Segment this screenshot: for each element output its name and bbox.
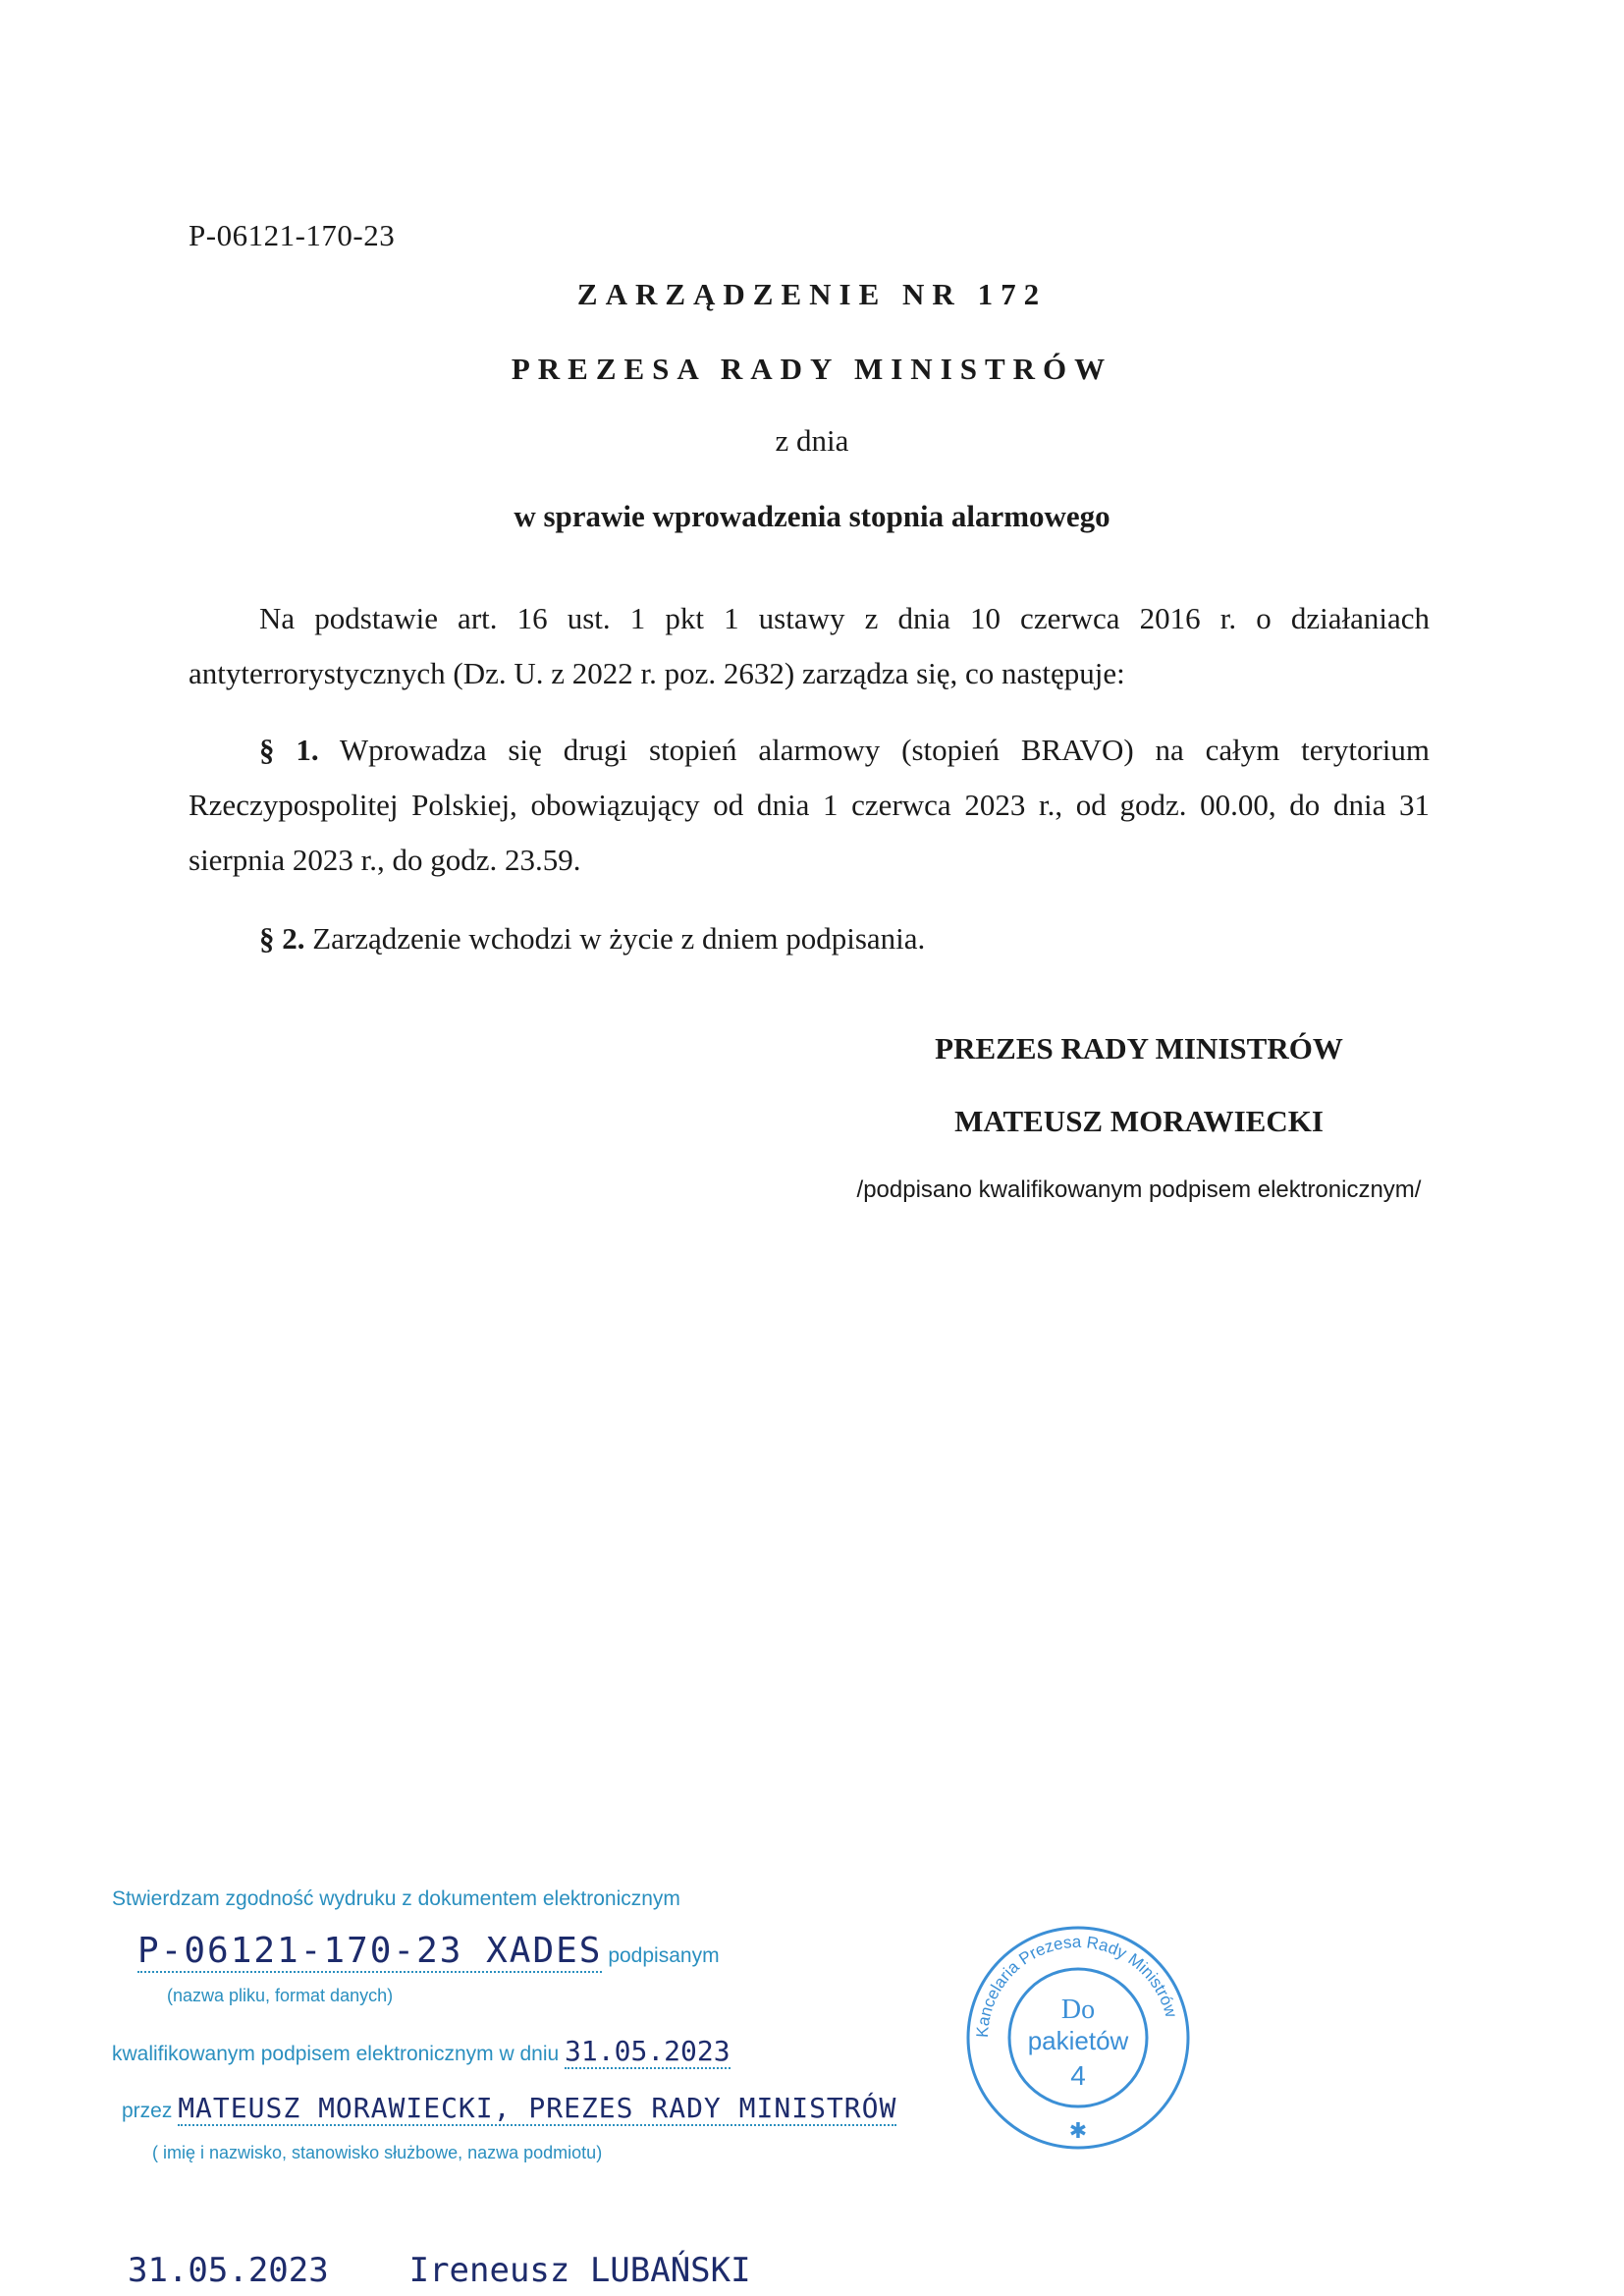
signatory-title: PREZES RADY MINISTRÓW <box>935 1031 1343 1066</box>
certification-line-3: (nazwa pliku, format danych) <box>167 1986 394 2005</box>
document-reference: P-06121-170-23 <box>189 218 396 252</box>
bottom-handwritten-date: 31.05.2023 <box>128 2251 329 2290</box>
certification-file-handwritten: P-06121-170-23 XADES <box>137 1931 603 1971</box>
stamp-center-line-1: Do <box>1060 1995 1096 2025</box>
stamp-center-number: 4 <box>1070 2060 1086 2091</box>
certification-line-4 <box>112 2035 731 2069</box>
star-icon: ✱ <box>1068 2119 1088 2144</box>
bottom-handwritten-name: Ireneusz LUBAŃSKI <box>408 2251 751 2290</box>
office-stamp <box>960 1920 1196 2156</box>
stamp-graphic <box>960 1920 1196 2156</box>
certification-line-4-prefix: kwalifikowanym podpisem elektronicznym w dniu <box>112 2043 560 2065</box>
date-line: z dnia <box>775 423 849 458</box>
bottom-handwritten-note <box>128 2251 751 2290</box>
document-subject: w sprawie wprowadzenia stopnia alarmowego <box>514 499 1110 533</box>
certification-line-1: Stwierdzam zgodność wydruku z dokumentem elektronicznym <box>112 1887 680 1910</box>
certification-line-5 <box>122 2092 896 2126</box>
document-title: ZARZĄDZENIE NR 172 <box>576 277 1048 311</box>
certification-line-2-suffix: podpisanym <box>608 1944 720 1967</box>
section-1-mark: § 1. <box>259 733 319 767</box>
stamp-center-line-2: pakietów <box>1027 2026 1129 2055</box>
certification-date-handwritten: 31.05.2023 <box>565 2035 731 2067</box>
certification-line-5-prefix: przez <box>122 2100 173 2122</box>
section-2 <box>189 911 1430 966</box>
section-2-text: Zarządzenie wchodzi w życie z dniem podpisania. <box>312 921 926 956</box>
certification-line-2 <box>137 1931 720 1973</box>
stamp-ring-text: Kancelaria Prezesa Rady Ministrów <box>972 1932 1181 2039</box>
section-1-text: Wprowadza się drugi stopień alarmowy (stopień BRAVO) na całym terytorium Rzeczypospolitej Polskiej, obowiązujący od dnia 1 czerwca 2023 r., od godz. 00.00, do dnia 31 sierpnia 2023 r., do godz. 23.59. <box>189 733 1430 877</box>
signature-note: /podpisano kwalifikowanym podpisem elektronicznym/ <box>856 1176 1422 1203</box>
certification-line-6: ( imię i nazwisko, stanowisko służbowe, nazwa podmiotu) <box>152 2143 603 2162</box>
document-issuer: PREZESA RADY MINISTRÓW <box>511 352 1113 386</box>
section-2-mark: § 2. <box>259 921 305 956</box>
preamble-paragraph: Na podstawie art. 16 ust. 1 pkt 1 ustawy z dnia 10 czerwca 2016 r. o działaniach antyterrorystycznych (Dz. U. z 2022 r. poz. 2632) zarządza się, co następuje: <box>189 601 1430 690</box>
section-1 <box>189 723 1430 888</box>
signatory-name: MATEUSZ MORAWIECKI <box>954 1104 1324 1138</box>
certification-signer-handwritten: MATEUSZ MORAWIECKI, PREZES RADY MINISTRÓW <box>178 2092 897 2124</box>
